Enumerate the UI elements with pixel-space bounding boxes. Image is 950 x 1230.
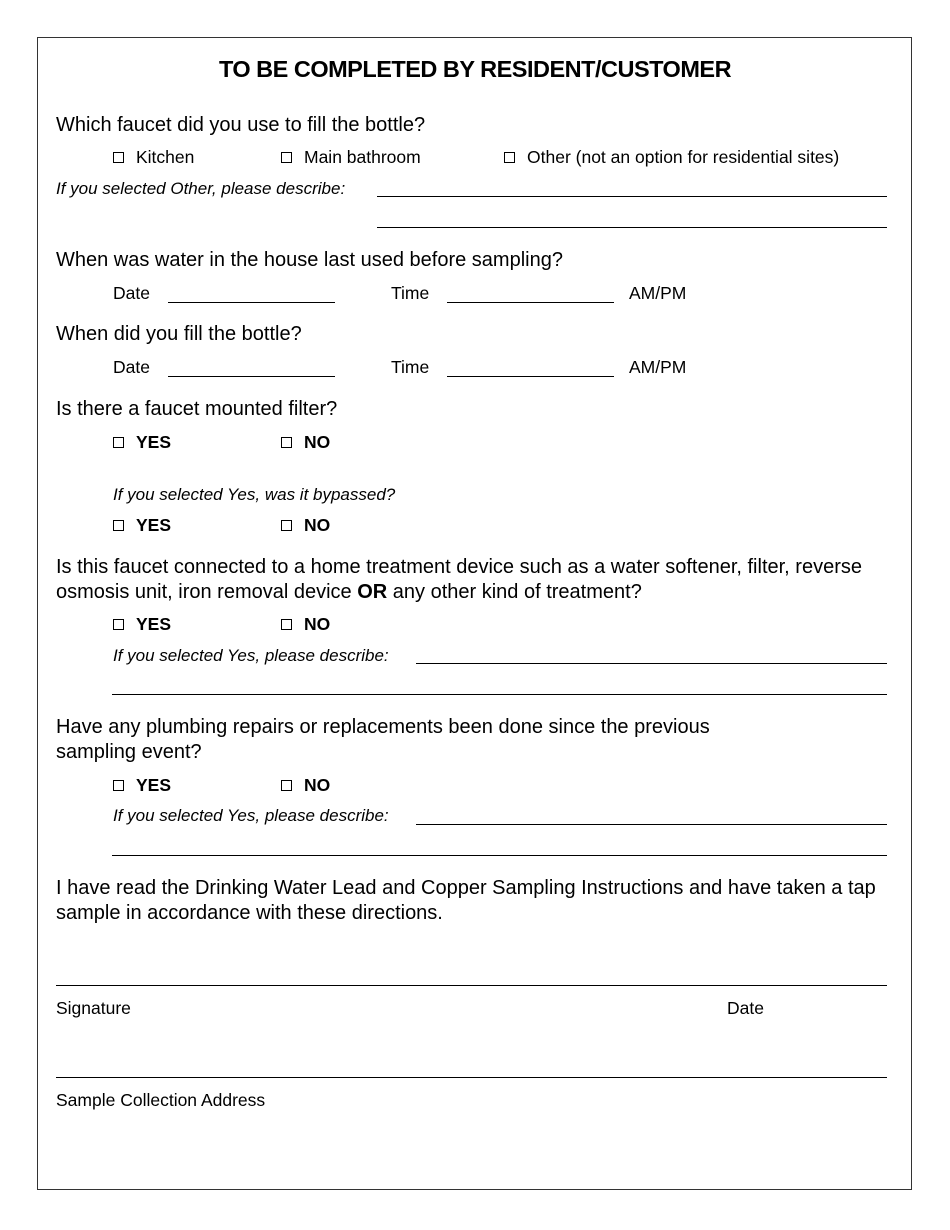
filter-yes-label: YES <box>136 432 172 452</box>
repairs-describe-prompt: If you selected Yes, please describe: <box>113 806 389 825</box>
filter-no[interactable] <box>281 432 330 453</box>
checkbox-icon[interactable] <box>113 152 124 163</box>
treatment-question-or: OR <box>357 581 388 603</box>
checkbox-icon[interactable] <box>113 780 124 791</box>
checkbox-icon[interactable] <box>113 437 124 448</box>
question-faucet-used: Which faucet did you use to fill the bottle? <box>56 114 426 136</box>
last-used-ampm: AM/PM <box>629 283 687 303</box>
fill-date-field[interactable] <box>168 376 335 377</box>
other-describe-prompt: If you selected Other, please describe: <box>56 179 346 198</box>
checkbox-icon[interactable] <box>281 619 292 630</box>
repairs-describe-line-2[interactable] <box>112 855 887 856</box>
option-main-bathroom[interactable] <box>281 147 421 168</box>
checkbox-icon[interactable] <box>281 152 292 163</box>
treatment-describe-line-1[interactable] <box>416 663 887 664</box>
checkbox-icon[interactable] <box>113 520 124 531</box>
filter-no-label: NO <box>304 432 331 452</box>
option-main-bathroom-label: Main bathroom <box>304 147 421 167</box>
question-last-used: When was water in the house last used before sampling? <box>56 249 563 271</box>
checkbox-icon[interactable] <box>504 152 515 163</box>
question-plumbing-repairs: Have any plumbing repairs or replacements been done since the previous sampling event? <box>56 716 710 763</box>
repairs-yes[interactable] <box>113 775 171 796</box>
other-describe-line-1[interactable] <box>377 196 887 197</box>
treatment-no-label: NO <box>304 614 331 634</box>
checkbox-icon[interactable] <box>281 780 292 791</box>
fill-ampm: AM/PM <box>629 357 687 377</box>
signature-date-label: Date <box>727 998 764 1018</box>
option-kitchen-label: Kitchen <box>136 147 195 167</box>
treatment-question-part1: Is this faucet connected to a home treatment device such as a water softener, filter, reverse osmosis unit, iron removal device <box>56 556 862 603</box>
question-faucet-filter: Is there a faucet mounted filter? <box>56 398 338 420</box>
signature-line[interactable] <box>56 985 887 986</box>
certification-statement: I have read the Drinking Water Lead and Copper Sampling Instructions and have taken a tap sample in accordance with these directions. <box>56 877 876 924</box>
address-label: Sample Collection Address <box>56 1090 266 1110</box>
treatment-describe-prompt: If you selected Yes, please describe: <box>113 646 389 665</box>
bypassed-no-label: NO <box>304 515 331 535</box>
filter-yes[interactable] <box>113 432 171 453</box>
repairs-no[interactable] <box>281 775 330 796</box>
checkbox-icon[interactable] <box>113 619 124 630</box>
fill-time-field[interactable] <box>447 376 614 377</box>
checkbox-icon[interactable] <box>281 520 292 531</box>
other-describe-line-2[interactable] <box>377 227 887 228</box>
bypassed-yes-label: YES <box>136 515 172 535</box>
bypassed-no[interactable] <box>281 515 330 536</box>
form-title: TO BE COMPLETED BY RESIDENT/CUSTOMER <box>218 56 732 82</box>
treatment-question-part2: any other kind of treatment? <box>387 581 642 603</box>
repairs-yes-label: YES <box>136 775 172 795</box>
last-used-time-field[interactable] <box>447 302 614 303</box>
address-line[interactable] <box>56 1077 887 1078</box>
question-treatment-device <box>56 555 896 605</box>
treatment-describe-line-2[interactable] <box>112 694 887 695</box>
fill-time-label: Time <box>391 357 430 377</box>
signature-label: Signature <box>56 998 131 1018</box>
question-fill-time: When did you fill the bottle? <box>56 323 302 345</box>
last-used-date-label: Date <box>113 283 150 303</box>
repairs-no-label: NO <box>304 775 331 795</box>
option-kitchen[interactable] <box>113 147 194 168</box>
last-used-time-label: Time <box>391 283 430 303</box>
last-used-date-field[interactable] <box>168 302 335 303</box>
checkbox-icon[interactable] <box>281 437 292 448</box>
treatment-no[interactable] <box>281 614 330 635</box>
option-other-label: Other (not an option for residential sites) <box>527 147 840 167</box>
bypassed-prompt: If you selected Yes, was it bypassed? <box>113 485 396 504</box>
repairs-describe-line-1[interactable] <box>416 824 887 825</box>
bypassed-yes[interactable] <box>113 515 171 536</box>
option-other[interactable] <box>504 147 839 168</box>
fill-date-label: Date <box>113 357 150 377</box>
treatment-yes-label: YES <box>136 614 172 634</box>
treatment-yes[interactable] <box>113 614 171 635</box>
